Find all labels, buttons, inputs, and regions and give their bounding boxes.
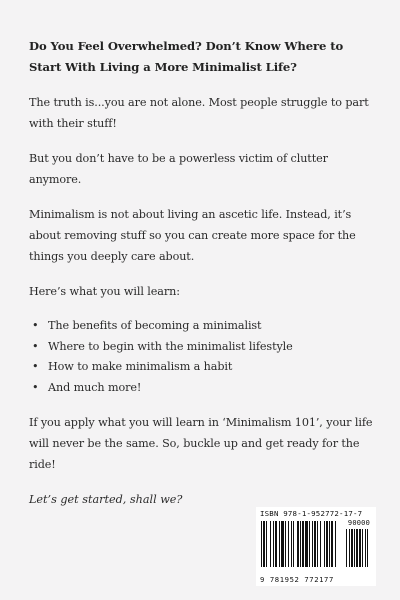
isbn-barcode bbox=[256, 507, 376, 586]
paragraph-outro: If you apply what you will learn in ‘Minimalism 101’, your life will never be the same. So, buckle up and get ready for the ride! bbox=[29, 416, 373, 471]
barcode-bar bbox=[281, 521, 284, 567]
barcode-bar bbox=[263, 521, 265, 567]
barcode-bar bbox=[305, 521, 308, 567]
learn-list bbox=[29, 316, 374, 398]
barcode-bar bbox=[270, 521, 271, 567]
ean-digits: 9 781952 772177 bbox=[260, 575, 334, 584]
closing-line: Let’s get started, shall we? bbox=[29, 493, 183, 506]
bullet-icon: • bbox=[32, 339, 39, 353]
price-code: 90000 bbox=[347, 519, 370, 527]
barcode-bar bbox=[261, 521, 262, 567]
back-cover-copy bbox=[29, 36, 374, 510]
barcode-bar bbox=[273, 521, 274, 567]
barcode-bar bbox=[309, 521, 310, 567]
barcode-bar bbox=[291, 521, 292, 567]
list-item-text: Where to begin with the minimalist lifestyle bbox=[48, 339, 293, 353]
headline: Do You Feel Overwhelmed? Don’t Know Where to Start With Living a More Minimalist Life? bbox=[29, 39, 344, 74]
list-item-text: The benefits of becoming a minimalist bbox=[48, 319, 262, 332]
barcode-addon-bar bbox=[362, 529, 363, 567]
barcode-addon-bar bbox=[365, 529, 366, 567]
barcode-bar bbox=[320, 521, 321, 567]
paragraph-minimalism: Minimalism is not about living an ascetic life. Instead, it’s about removing stuff so you can create more space for the things you deeply care about. bbox=[29, 208, 356, 263]
paragraph-learn-intro: Here’s what you will learn: bbox=[29, 285, 180, 298]
barcode-bar bbox=[297, 521, 299, 567]
barcode-bar bbox=[300, 521, 301, 567]
bullet-icon: • bbox=[32, 360, 39, 373]
barcode-bar bbox=[279, 521, 280, 567]
barcode-bar bbox=[266, 521, 267, 567]
bullet-icon: • bbox=[32, 319, 39, 332]
paragraph-truth: The truth is...you are not alone. Most people struggle to part with their stuff! bbox=[29, 96, 369, 130]
isbn-text: ISBN 978-1-952772-17-7 bbox=[260, 509, 363, 518]
list-item bbox=[29, 357, 374, 378]
paragraph-clutter: But you don’t have to be a powerless victim of clutter anymore. bbox=[29, 152, 328, 186]
barcode-addon-bar bbox=[367, 529, 368, 567]
barcode-bar bbox=[314, 521, 316, 567]
barcode-addon-bar bbox=[349, 529, 350, 567]
barcode-bar bbox=[335, 521, 336, 567]
barcode-bar bbox=[326, 521, 328, 567]
list-item bbox=[29, 378, 374, 399]
barcode-bar bbox=[312, 521, 313, 567]
barcode-addon-bar bbox=[351, 529, 353, 567]
barcode-addon-bar bbox=[346, 529, 347, 567]
barcode-bar bbox=[331, 521, 333, 567]
barcode-bar bbox=[324, 521, 325, 567]
barcode-bar bbox=[329, 521, 330, 567]
barcode-bar bbox=[285, 521, 286, 567]
bullet-icon: • bbox=[32, 380, 39, 394]
list-item-text: How to make minimalism a habit bbox=[48, 360, 233, 373]
barcode-bars-icon bbox=[260, 521, 372, 575]
barcode-addon-bar bbox=[356, 529, 358, 567]
barcode-bar bbox=[275, 521, 277, 567]
barcode-bar bbox=[302, 521, 304, 567]
list-item-text: And much more! bbox=[48, 380, 142, 394]
barcode-bar bbox=[317, 521, 318, 567]
list-item bbox=[29, 316, 374, 337]
barcode-bar bbox=[288, 521, 289, 567]
list-item bbox=[29, 337, 374, 358]
barcode-addon-bar bbox=[354, 529, 355, 567]
barcode-addon-bar bbox=[359, 529, 361, 567]
barcode-bar bbox=[293, 521, 294, 567]
